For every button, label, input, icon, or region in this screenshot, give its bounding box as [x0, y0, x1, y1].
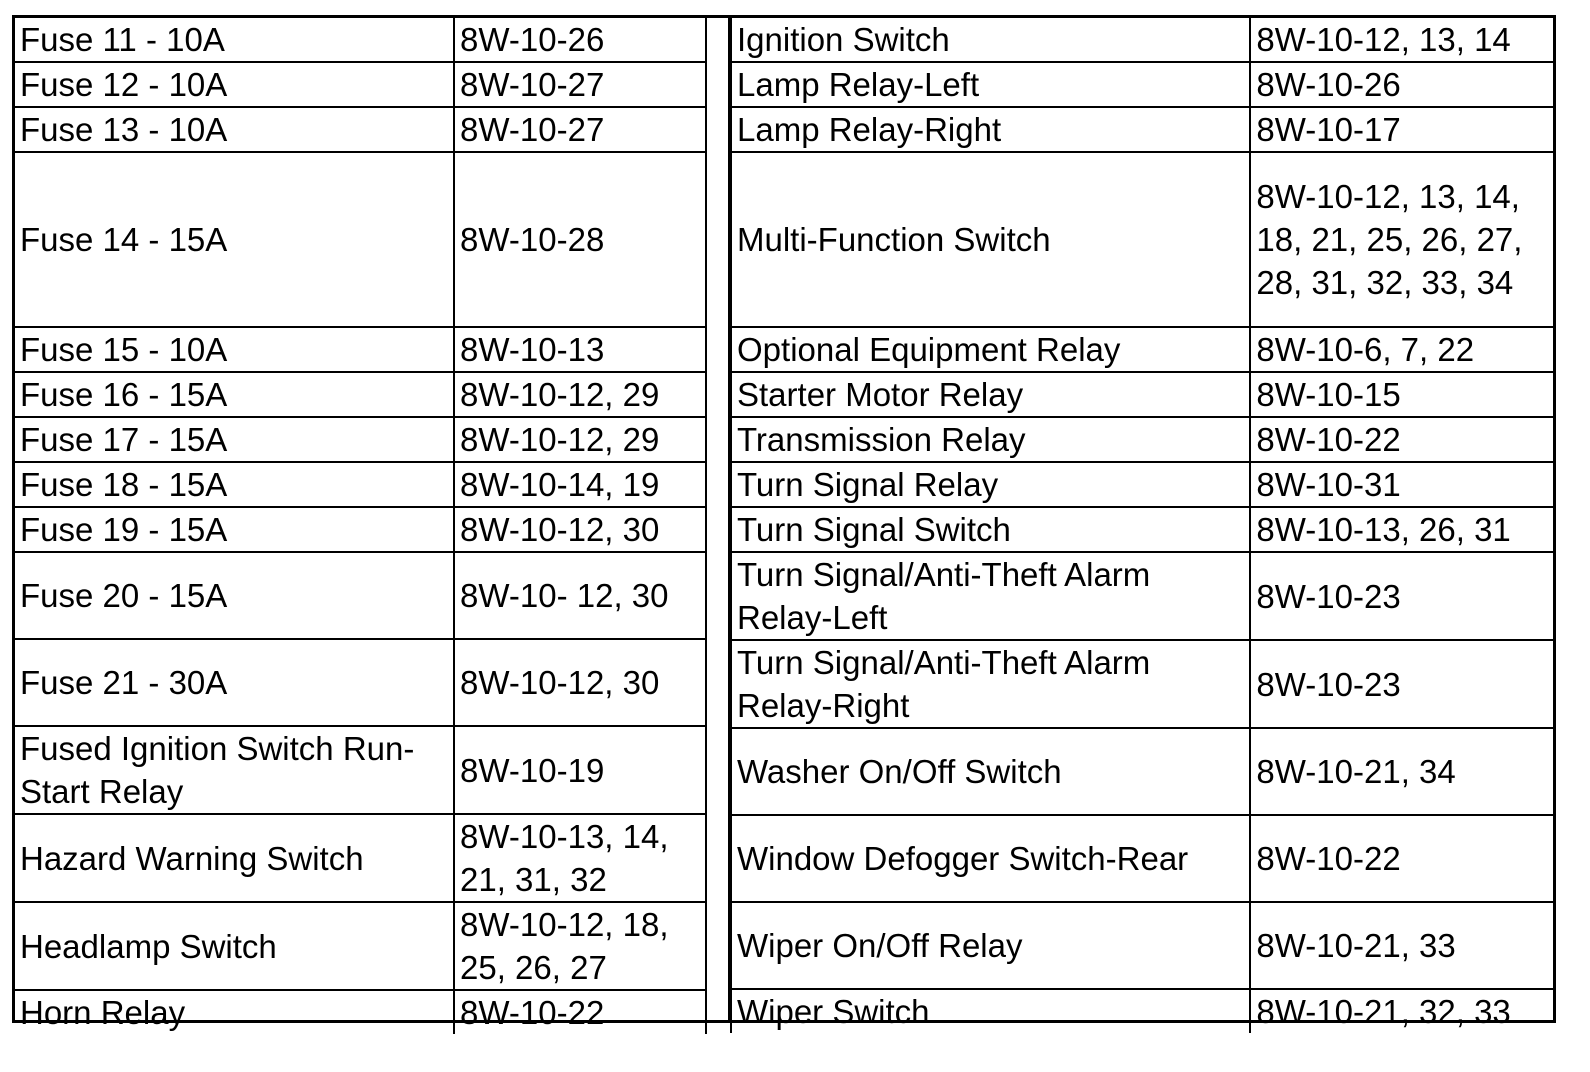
table-row: [15, 990, 706, 1034]
table-row: [15, 507, 706, 552]
page-reference: 8W-10-22: [1250, 815, 1553, 902]
component-name: Transmission Relay: [731, 417, 1250, 462]
table-row: [731, 902, 1553, 989]
table-row: [15, 462, 706, 507]
table-row: [731, 18, 1553, 62]
table-row: [731, 815, 1553, 902]
page-reference: 8W-10-31: [1250, 462, 1553, 507]
page-reference: 8W-10-15: [1250, 372, 1553, 417]
table-row: [731, 507, 1553, 552]
page-reference: 8W-10-13: [454, 327, 706, 372]
page-reference: 8W-10-12, 29: [454, 372, 706, 417]
page-reference: 8W-10-12, 30: [454, 507, 706, 552]
table-row: [731, 640, 1553, 728]
table-row: [15, 552, 706, 639]
page-reference: 8W-10-13, 14, 21, 31, 32: [454, 814, 706, 902]
component-index-sheet: [12, 15, 1556, 1031]
page-reference: 8W-10-19: [454, 726, 706, 814]
page-reference: 8W-10-12, 30: [454, 639, 706, 726]
table-row: [731, 417, 1553, 462]
component-name: Multi-Function Switch: [731, 152, 1250, 327]
page-reference: 8W-10-23: [1250, 640, 1553, 728]
table-row: [15, 327, 706, 372]
table-row: [731, 152, 1553, 327]
component-name: Fuse 19 - 15A: [15, 507, 454, 552]
table-row: [731, 327, 1553, 372]
component-name: Fuse 11 - 10A: [15, 18, 454, 62]
table-row: [731, 372, 1553, 417]
component-name: Turn Signal Relay: [731, 462, 1250, 507]
table-row: [15, 417, 706, 462]
page-reference: 8W-10-23: [1250, 552, 1553, 640]
table-row: [731, 62, 1553, 107]
component-name: Horn Relay: [15, 990, 454, 1034]
component-name: Fuse 18 - 15A: [15, 462, 454, 507]
component-name: Fuse 17 - 15A: [15, 417, 454, 462]
page-reference: 8W-10-26: [454, 18, 706, 62]
page-reference: 8W-10-12, 13, 14: [1250, 18, 1553, 62]
component-table-left: [15, 18, 707, 1034]
page-reference: 8W-10-12, 18, 25, 26, 27: [454, 902, 706, 990]
page-reference: 8W-10-26: [1250, 62, 1553, 107]
page-reference: 8W-10-22: [454, 990, 706, 1034]
page-reference: 8W-10-22: [1250, 417, 1553, 462]
component-name: Lamp Relay-Right: [731, 107, 1250, 152]
table-row: [731, 107, 1553, 152]
component-name: Turn Signal Switch: [731, 507, 1250, 552]
table-row: [15, 814, 706, 902]
table-row: [15, 639, 706, 726]
table-row: [731, 989, 1553, 1033]
page-reference: 8W-10-27: [454, 107, 706, 152]
page-reference: 8W-10-6, 7, 22: [1250, 327, 1553, 372]
component-name: Headlamp Switch: [15, 902, 454, 990]
table-row: [731, 728, 1553, 815]
component-name: Ignition Switch: [731, 18, 1250, 62]
table-row: [731, 462, 1553, 507]
component-name: Wiper Switch: [731, 989, 1250, 1033]
component-name: Optional Equipment Relay: [731, 327, 1250, 372]
page-reference: 8W-10-14, 19: [454, 462, 706, 507]
component-name: Fuse 14 - 15A: [15, 152, 454, 327]
table-row: [731, 552, 1553, 640]
component-name: Turn Signal/Anti-Theft Alarm Relay-Left: [731, 552, 1250, 640]
page-reference: 8W-10-27: [454, 62, 706, 107]
component-name: Turn Signal/Anti-Theft Alarm Relay-Right: [731, 640, 1250, 728]
page-reference: 8W-10-12, 13, 14, 18, 21, 25, 26, 27, 28, 31, 32, 33, 34: [1250, 152, 1553, 327]
table-row: [15, 902, 706, 990]
table-row: [15, 62, 706, 107]
component-name: Washer On/Off Switch: [731, 728, 1250, 815]
table-row: [15, 726, 706, 814]
component-name: Fuse 21 - 30A: [15, 639, 454, 726]
component-name: Window Defogger Switch-Rear: [731, 815, 1250, 902]
component-name: Wiper On/Off Relay: [731, 902, 1250, 989]
component-name: Fuse 12 - 10A: [15, 62, 454, 107]
page-reference: 8W-10-21, 34: [1250, 728, 1553, 815]
table-row: [15, 372, 706, 417]
page-reference: 8W-10-12, 29: [454, 417, 706, 462]
component-name: Starter Motor Relay: [731, 372, 1250, 417]
table-row: [15, 18, 706, 62]
component-table-right: [730, 18, 1553, 1033]
component-name: Fuse 16 - 15A: [15, 372, 454, 417]
component-name: Fused Ignition Switch Run-Start Relay: [15, 726, 454, 814]
page-reference: 8W-10-21, 32, 33: [1250, 989, 1553, 1033]
page-reference: 8W-10-28: [454, 152, 706, 327]
table-row: [15, 107, 706, 152]
component-name: Lamp Relay-Left: [731, 62, 1250, 107]
component-name: Fuse 20 - 15A: [15, 552, 454, 639]
component-name: Hazard Warning Switch: [15, 814, 454, 902]
page-reference: 8W-10-21, 33: [1250, 902, 1553, 989]
page-reference: 8W-10-13, 26, 31: [1250, 507, 1553, 552]
page-reference: 8W-10- 12, 30: [454, 552, 706, 639]
table-row: [15, 152, 706, 327]
component-name: Fuse 13 - 10A: [15, 107, 454, 152]
component-name: Fuse 15 - 10A: [15, 327, 454, 372]
page-reference: 8W-10-17: [1250, 107, 1553, 152]
